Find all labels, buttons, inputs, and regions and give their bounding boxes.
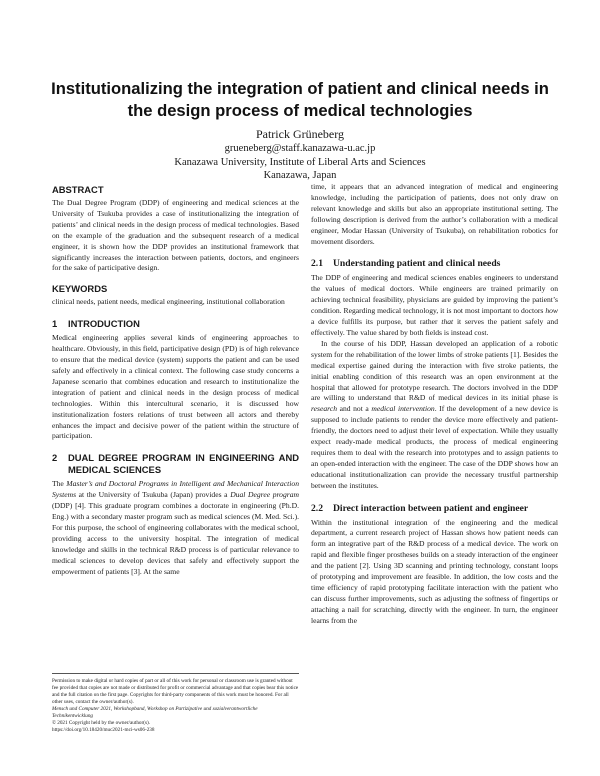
s21-p1-b: a device fulfills its purpose, but rather [311,317,442,327]
section-2-2-text: Within the institutional integration of the engineering and the medical department, a current research project of Hassan shows how patient needs can form an integrative part of the R&D process of a medical device. The work on rapid and flexible finger prostheses builds on a steady interaction of the engineer and the patient [2]. Using 3D scanning and printing technology, constant loops of prototyping and improvement are feasible. In addition, the low costs and the time efficiency of rapid prototyping facilitate interaction with the patient who can discuss further improvements, such as adjusting the softness of fingertips or attaching a nail for scratching, directly with the engineer. In turn, the engineer learns from the [311,517,558,625]
s21-p2-a: In the course of his DDP, Hassan developed an application of a robotic system for the rehabilitation of the lower limbs of stroke patients [1]. Besides the medical expertise gained during the interaction with five stroke patients, the initial enabling condition of this research was an open environment at the hospital that allowed for prototype research. The doctors involved in the DDP are willing to understand that R&D of medical devices in its initial phase is [311,338,558,403]
abstract-heading: ABSTRACT [52,184,104,195]
section-2-continued: time, it appears that an advanced integration of medical and engineering knowledge, including the participation of patients, does not only draw on relevant knowledge and skills but also an appropriate institutional setting. The following description is derived from the author’s collaboration with a medical engineer, Modar Hassan (University of Tsukuba), on rehabilitation robotics for movement disorders. [311,182,558,246]
s21-p1-a: The DDP of engineering and medical sciences enables engineers to understand the values of medical doctors. While engineers are trained primarily on achieving technical feasibility, physicians are guided by improving the patient’s condition. Regarding medical technology, it is not most important to doctors [311,273,558,316]
section-2-2-heading [311,503,558,515]
abstract-text: The Dual Degree Program (DDP) of engineering and medical sciences at the University of Tsukuba provides a case of institutionalizing the integration of patients’ and clinical needs in the design process of medical technologies. Based on the example of the graduation and the subsequent research of a medical engineer, it is shown how the DDP provides an institutional framework that significantly increases the interaction between patients, doctors, and engineers for the sake of participative design. [52,198,299,273]
s2-text-c: (DDP) [4]. This graduate program combines a doctorate in engineering (Ph.D. Eng.) with a secondary master program such as medical sciences (M. Med. Sci.). For this purpose, the school of engineering collaborates with the medical school, providing access to the university hospital. The integration of medical knowledge and skills in the technical R&D process is of particular relevance to medical sciences to develop devices that safely and effectively support the empowerment of patients [3]. At the same [52,501,299,576]
s2-text-a: The [52,479,67,489]
footnote-venue [52,706,299,720]
paper-title: Institutionalizing the integration of patient and clinical needs in the design process of medical technologies [51,79,549,120]
right-column [311,182,558,627]
s21-p2-b: and not a [337,404,372,414]
section-2-title: DUAL DEGREE PROGRAM IN ENGINEERING AND MEDICAL SCIENCES [68,452,299,476]
section-2-1-p1 [311,273,558,338]
footnote-doi[interactable]: https://doi.org/10.18420/muc2021-mci-ws06-238 [52,727,155,734]
s2-program-name: Master’s and Doctoral Programs in Intelligent and Mechanical Interaction Systems [52,479,299,500]
section-1-text: Medical engineering applies several kinds of engineering approaches to healthcare. Obviously, in this field, participative design (PD) is of high relevance to ensure that the medical device (system) supports the patient and can be used safely and effectively in a clinical context. The following case study concerns a Japanese scenario that combines education and research to institutionalize the integration of patient and clinical needs in the design process of medical technologies. Within this intercultural scenario, it is discussed how institutionalization fosters relations of trust between all actors and thereby enhances the impact and decisive power of the patient within the structure of participation. [52,333,299,441]
keywords-heading: KEYWORDS [52,283,108,295]
s21-p2-em-intervention: medical intervention [371,404,435,414]
author-email: grueneberg@staff.kanazawa-u.ac.jp [224,143,376,154]
section-1-heading [52,318,299,330]
section-2-text [52,479,299,577]
footnote-permission: Permission to make digital or hard copies of part or all of this work for personal or classroom use is granted without fee provided that copies are not made or distributed for profit or commercial advantage and that copies bear this notice and the full citation on the first page. Copyrights for third-party components of this work must be honored. For all other uses, contact the owner/author(s). [52,677,299,705]
footnote-venue-text: Mensch und Computer 2021, Workshopband, Workshop on Partizipative und sozialverantwortliche Technikentwicklung [52,705,258,720]
author-block [40,126,560,183]
footnote-copyright: © 2021 Copyright held by the owner/author(s). [52,720,151,727]
s21-p1-em-how: how [545,306,558,316]
footnote-rule [52,673,299,674]
section-2-2-number: 2.2 [311,502,323,514]
author-name: Patrick Grüneberg [255,127,345,141]
section-2-1-p2 [311,339,558,492]
s21-p1-em-that: that [441,317,454,327]
s2-text-b: at the University of Tsukuba (Japan) provides a [76,490,231,500]
s21-p1-c: it serves the patient safely and effectively. The value shared by both fields is instead cost. [311,317,559,337]
section-2-1-heading [311,258,558,270]
section-1-number: 1 [52,318,58,330]
s2-ddp-term: Dual Degree program [230,490,299,500]
section-2-1-number: 2.1 [311,258,323,270]
left-column [52,184,299,577]
section-2-1-title: Understanding patient and clinical needs [333,258,501,270]
s21-p2-c: . If the development of a new device is supposed to include patients to render the device more effectively and patient-friendly, the doctors need to adjust their level of expectation. While they usually expect ready-made medical products, the process of medical engineering requires them to deal with the research into prototypes and to assign patients to an open-ended interaction with the engineer. The case of the DDP shows how an educational institutionalization can provide the necessary trustful partnership between the institutes. [311,404,558,490]
s21-p2-em-research: research [311,404,338,414]
section-2-number: 2 [52,452,58,464]
keywords-text: clinical needs, patient needs, medical engineering, institutional collaboration [52,297,285,307]
section-2-2-title: Direct interaction between patient and engineer [333,502,529,514]
copyright-footnote [52,673,299,734]
section-1-title: INTRODUCTION [68,318,140,330]
author-affiliation: Kanazawa University, Institute of Liberal Arts and Sciences [174,156,426,168]
section-2-heading [52,452,299,476]
author-location: Kanazawa, Japan [263,170,337,181]
